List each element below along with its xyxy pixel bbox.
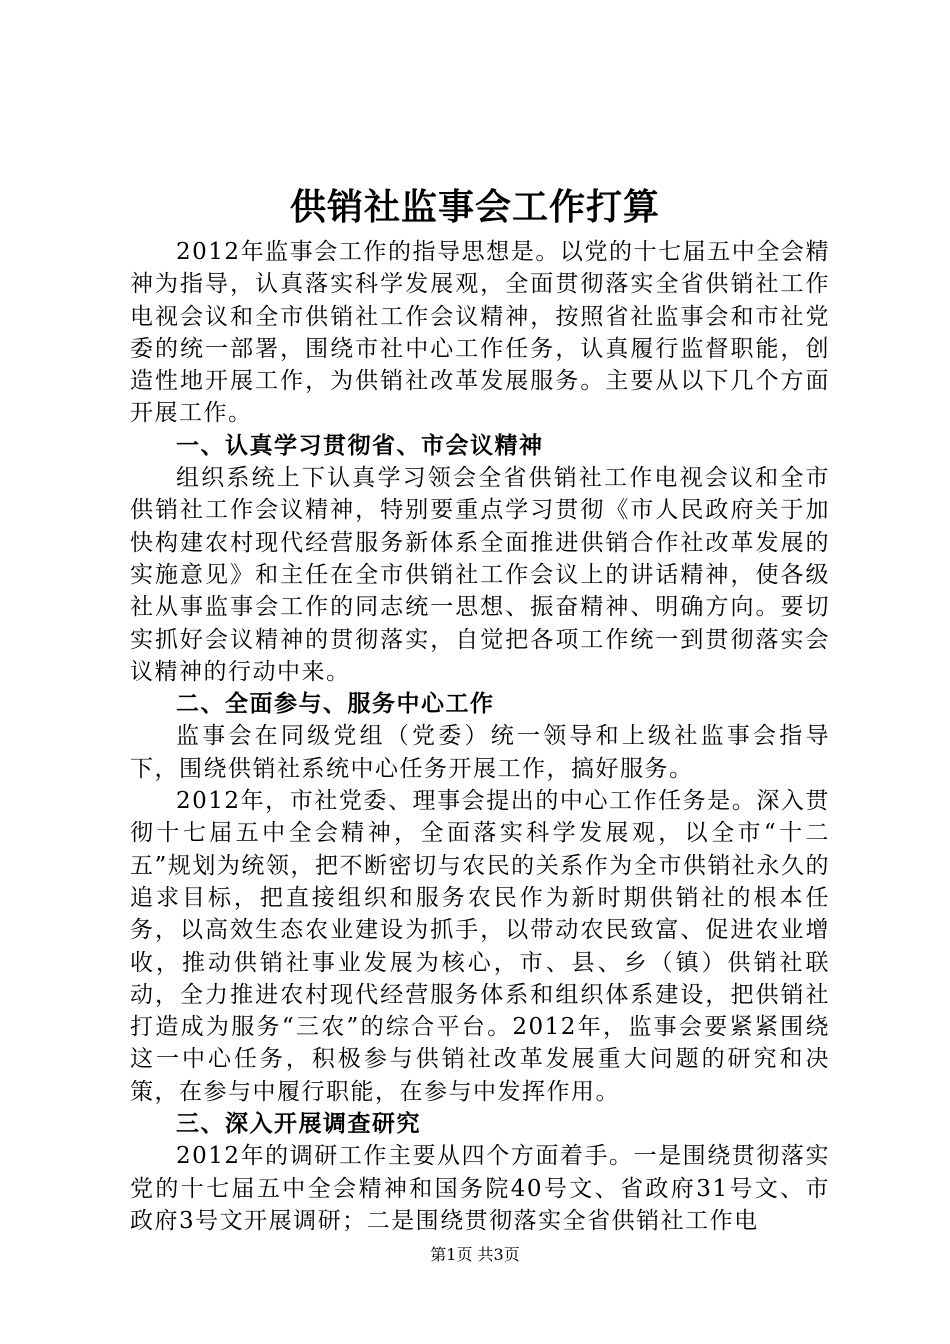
section-heading-2: 二、全面参与、服务中心工作	[176, 690, 495, 718]
paragraph-section-2b: 2012年，市社党委、理事会提出的中心工作任务是。深入贯彻十七届五中全会精神，全面落实科学发展观，以全市“十二五”规划为统领，把不断密切与农民的关系作为全市供销社永久的追求目标，把直接组织和服务农民作为新时期供销社的根本任务，以高效生态农业建设为抓手，以带动农民致富、促进农业增收，推动供销社事业发展为核心，市、县、乡（镇）供销社联动，全力推进农村现代经营服务体系和组织体系建设，把供销社打造成为服务“三农”的综合平台。2012年，监事会要紧紧围绕这一中心任务，积极参与供销社改革发展重大问题的研究和决策，在参与中履行职能，在参与中发挥作用。	[130, 788, 830, 1105]
paragraph-section-1: 组织系统上下认真学习领会全省供销社工作电视会议和全市供销社工作会议精神，特别要重点学习贯彻《市人民政府关于加快构建农村现代经营服务新体系全面推进供销合作社改革发展的实施意见》和主任在全市供销社工作会议上的讲话精神，使各级社从事监事会工作的同志统一思想、振奋精神、明确方向。要切实抓好会议精神的贯彻落实，自觉把各项工作统一到贯彻落实会议精神的行动中来。	[130, 465, 830, 685]
section-heading-3: 三、深入开展调查研究	[176, 1110, 421, 1138]
paragraph-section-2a: 监事会在同级党组（党委）统一领导和上级社监事会指导下，围绕供销社系统中心任务开展工作，搞好服务。	[130, 723, 830, 782]
paragraph-guiding-thought: 2012年监事会工作的指导思想是。以党的十七届五中全会精神为指导，认真落实科学发展观，全面贯彻落实全省供销社工作电视会议和全市供销社工作会议精神，按照省社监事会和市社党委的统一部署，围绕市社中心工作任务，认真履行监督职能，创造性地开展工作，为供销社改革发展服务。主要从以下几个方面开展工作。	[130, 239, 830, 427]
section-heading-1: 一、认真学习贯彻省、市会议精神	[176, 431, 544, 459]
document-title: 供销社监事会工作打算	[289, 186, 660, 228]
page-footer: 第1页 共3页	[430, 1245, 520, 1264]
document-body	[130, 236, 830, 1237]
paragraph-section-3: 2012年的调研工作主要从四个方面着手。一是围绕贯彻落实党的十七届五中全会精神和国务院40号文、省政府31号文、市政府3号文开展调研；二是围绕贯彻落实全省供销社工作电	[130, 1143, 830, 1234]
